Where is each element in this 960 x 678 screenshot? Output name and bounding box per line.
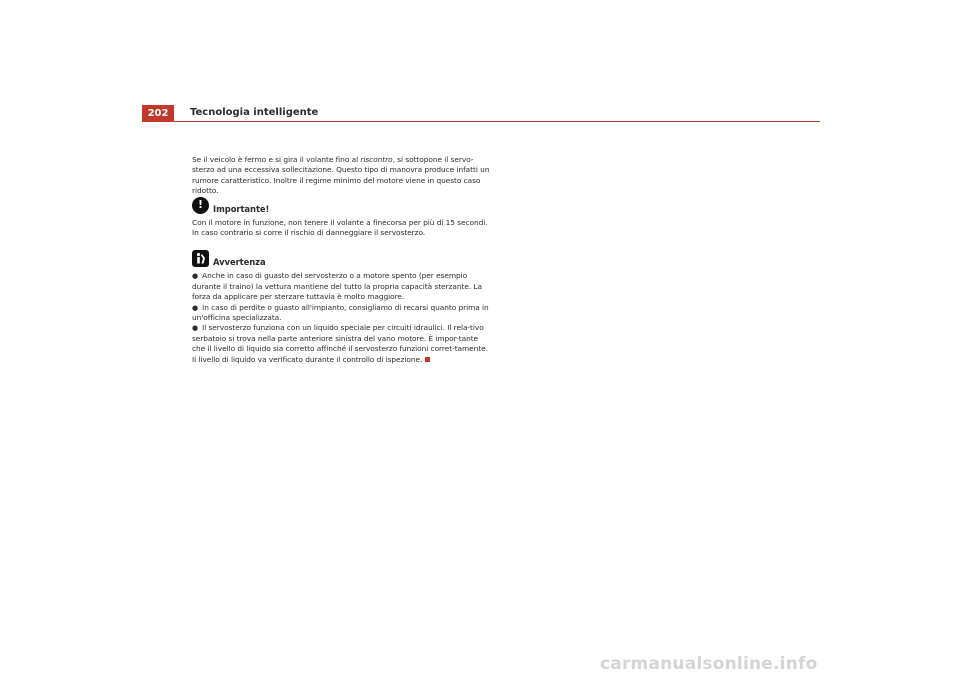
note-bullet-2 <box>192 303 492 324</box>
bullet-icon: ● <box>192 303 199 312</box>
bullet-icon: ● <box>192 324 199 333</box>
note-box <box>192 250 492 365</box>
important-header <box>192 197 492 214</box>
exclamation-icon: ! <box>192 197 209 214</box>
note-bullet-1 <box>192 271 492 302</box>
intro-text-start: Se il veicolo è fermo e si gira il volante fino al <box>192 155 361 164</box>
important-text: Con il motore in funzione, non tenere il volante a finecorsa per più di 15 secondi. In caso contrario si corre il rischio di danneggiare il servosterzo. <box>192 217 488 238</box>
info-icon <box>192 250 209 267</box>
header-divider <box>142 121 820 122</box>
page-header-title: Tecnologia intelligente <box>190 107 319 118</box>
note-bullet-3 <box>192 323 492 365</box>
page-number: 202 <box>142 105 174 121</box>
info-glyph <box>194 252 207 265</box>
note-bullet-text: Anche in caso di guasto del servosterzo o a motore spento (per esempio durante il traino) la vettura mantiene del tutto la propria capacità sterzante. La forza da applicare per sterzare tuttavia è molto maggiore. <box>192 271 482 302</box>
important-title: Importante! <box>213 203 270 214</box>
main-content <box>192 155 492 377</box>
intro-italic-term: riscontro <box>360 155 393 164</box>
watermark: carmanualsonline.info <box>600 654 818 674</box>
intro-paragraph <box>192 155 492 197</box>
important-notice <box>192 197 492 239</box>
section-end-icon <box>425 357 430 362</box>
note-title: Avvertenza <box>213 257 266 268</box>
bullet-icon: ● <box>192 272 199 281</box>
note-bullet-text: Il servosterzo funziona con un liquido speciale per circuiti idraulici. Il rela-tivo serbatoio si trova nella parte anteriore sinistra del vano motore. È impor-tante che il livello di liquido sia corretto affinché il servosterzo funzioni corret-tamente. Il livello di liquido va verificato durante il controllo di ispezione. <box>192 323 488 364</box>
note-header <box>192 250 492 267</box>
intro-text-end: , si sottopone il servo-sterzo ad una eccessiva sollecitazione. Questo tipo di manovra produce infatti un rumore caratteristico. Inoltre il regime minimo del motore viene in questo caso ridotto. <box>192 155 490 196</box>
note-bullet-text: In caso di perdite o guasto all'impianto, consigliamo di recarsi quanto prima in un'officina specializzata. <box>192 302 489 323</box>
